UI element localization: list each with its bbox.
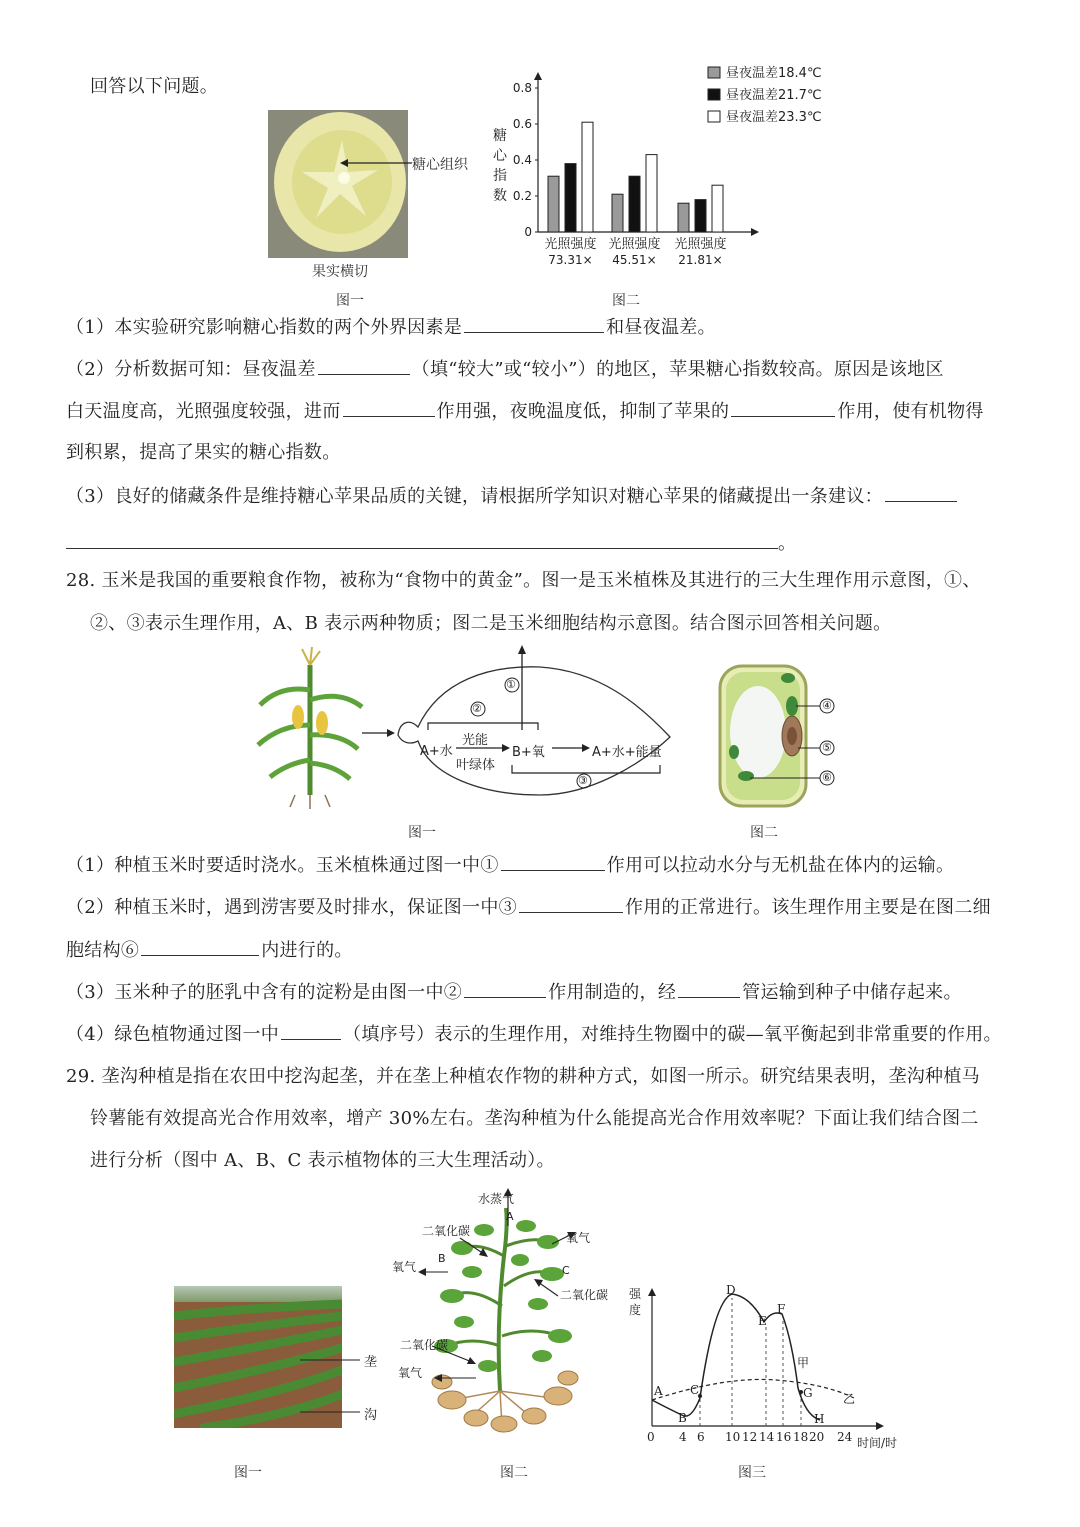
cell-label-6: ⑥ <box>822 771 832 784</box>
x-category-value: 45.51× <box>612 253 657 267</box>
sugar-index-bar-chart <box>486 62 866 277</box>
q28-fig1-caption: 图一 <box>408 825 436 841</box>
x-category-label: 光照强度 <box>544 237 597 252</box>
answer-blank[interactable] <box>318 356 410 375</box>
q27-p2-text-b: （填“较大”或“较小”）的地区，苹果糖心指数较高。原因是该地区 <box>411 359 944 380</box>
graph-y-label: 强度 <box>629 1287 642 1317</box>
plant-cell-diagram <box>716 662 846 812</box>
y-tick-label: 0.4 <box>512 153 532 167</box>
q27-p3-end: 。 <box>778 533 797 554</box>
curve-yi-label: 乙 <box>843 1392 856 1406</box>
q28-stem-line2: ②、③表示生理作用，A、B 表示两种物质；图二是玉米细胞结构示意图。结合图示回答相关问题。 <box>90 613 892 634</box>
bar-3-3 <box>712 185 723 232</box>
graph-x-label: 时间/时 <box>857 1436 898 1450</box>
answer-blank[interactable] <box>66 530 778 549</box>
bar-1-3 <box>582 122 593 232</box>
answer-blank[interactable] <box>464 979 546 998</box>
q28-p1-text: （1）种植玉米时要适时浇水。玉米植株通过图一中① <box>66 855 499 876</box>
y-tick-label: 0.2 <box>512 189 532 203</box>
q28-p3-text-b: 作用制造的，经 <box>548 982 677 1003</box>
q27-part3-line1 <box>66 483 959 510</box>
x-tick-16: 16 <box>776 1430 792 1444</box>
bar-1-2 <box>565 164 576 232</box>
q28-stem-line1: 28. 玉米是我国的重要粮食作物，被称为“食物中的黄金”。图一是玉米植株及其进行的三大生理作用示意图，①、 <box>66 570 981 591</box>
x-category-label: 光照强度 <box>674 237 727 252</box>
q27-part2-line1 <box>66 356 944 383</box>
process-a-label: A <box>506 1210 514 1223</box>
q28-part4 <box>66 1021 1002 1048</box>
reactant-label: A+水 <box>420 744 453 759</box>
process-3-label: ③ <box>578 774 588 787</box>
q28-p1-tail: 作用可以拉动水分与无机盐在体内的运输。 <box>606 855 955 876</box>
bar-2-3 <box>646 155 657 232</box>
oxygen-lower-label: 氧气 <box>398 1366 423 1380</box>
q28-p2-text: （2）种植玉米时，遇到涝害要及时排水，保证图一中③ <box>66 897 517 918</box>
q27-part1 <box>66 314 716 341</box>
sugar-tissue-pointer <box>340 155 420 175</box>
corn-physiology-diagram <box>250 645 680 810</box>
apple-figure <box>268 110 408 258</box>
q29-fig2-caption: 图二 <box>500 1465 528 1481</box>
y-axis-label-char: 数 <box>493 188 507 204</box>
intro-text: 回答以下问题。 <box>90 76 219 97</box>
field-pointers <box>300 1356 364 1420</box>
y-tick-label: 0.6 <box>512 117 532 131</box>
bar-1-1 <box>548 176 559 232</box>
q27-p1-tail: 和昼夜温差。 <box>606 317 716 338</box>
point-b-label: B <box>678 1411 687 1425</box>
y-axis-arrow <box>534 72 542 80</box>
q28-part2-line1 <box>66 894 991 921</box>
answer-blank[interactable] <box>281 1021 341 1040</box>
q27-part3-line2 <box>66 530 796 557</box>
q28-p4-text: （4）绿色植物通过图一中 <box>66 1024 280 1045</box>
x-tick-4: 4 <box>679 1430 687 1444</box>
x-tick-24: 24 <box>837 1430 853 1444</box>
x-tick-18: 18 <box>793 1430 809 1444</box>
process-2-label: ② <box>472 702 482 715</box>
respiration-product-label: A+水+能量 <box>592 745 662 760</box>
q28-p4-tail: （填序号）表示的生理作用，对维持生物圈中的碳—氧平衡起到非常重要的作用。 <box>343 1024 1002 1045</box>
q28-p3-text-c: 管运输到种子中储存起来。 <box>742 982 962 1003</box>
q28-part2-line2 <box>66 937 353 964</box>
corn-plant-image <box>258 647 362 809</box>
legend-swatch-3 <box>708 111 720 122</box>
co2-lower-label: 二氧化碳 <box>400 1338 449 1352</box>
q27-p2-text-d: 作用强，夜晚温度低，抑制了苹果的 <box>436 401 730 422</box>
co2-top-left-label: 二氧化碳 <box>422 1224 471 1238</box>
fig2-title: 图二 <box>612 293 640 309</box>
q27-p2-text-e: 作用，使有机物得 <box>837 401 984 422</box>
cell-label-4: ④ <box>822 699 832 712</box>
q29-stem-line3: 进行分析（图中 A、B、C 表示植物体的三大生理活动）。 <box>90 1150 555 1171</box>
furrow-label: 沟 <box>364 1408 378 1423</box>
point-c-label: C <box>690 1383 700 1397</box>
answer-blank[interactable] <box>885 483 957 502</box>
water-vapor-label: 水蒸气 <box>478 1192 515 1206</box>
bar-3-1 <box>678 203 689 232</box>
answer-blank[interactable] <box>678 979 740 998</box>
q27-p2-text: （2）分析数据可知：昼夜温差 <box>66 359 316 380</box>
light-energy-label: 光能 <box>462 733 489 748</box>
point-g-label: G <box>803 1386 813 1400</box>
bar-2-2 <box>629 176 640 232</box>
q28-p2-text-c: 胞结构⑥ <box>66 940 140 961</box>
x-category-label: 光照强度 <box>608 237 661 252</box>
oxygen-left-label: 氧气 <box>392 1260 417 1274</box>
x-tick-6: 6 <box>697 1430 705 1444</box>
answer-blank[interactable] <box>519 894 623 913</box>
point-e-label: E <box>758 1314 767 1328</box>
process-c-label: C <box>562 1264 570 1277</box>
q28-p3-text: （3）玉米种子的胚乳中含有的淀粉是由图一中② <box>66 982 463 1003</box>
q29-fig1-caption: 图一 <box>234 1465 262 1481</box>
answer-blank[interactable] <box>501 852 605 871</box>
q29-fig3-caption: 图三 <box>738 1465 766 1481</box>
oxygen-top-right-label: 氧气 <box>566 1231 591 1245</box>
point-f-label: F <box>777 1302 786 1316</box>
sugar-tissue-label: 糖心组织 <box>412 157 468 173</box>
x-category-value: 73.31× <box>548 253 593 267</box>
legend-swatch-1 <box>708 67 720 78</box>
point-h-label: H <box>814 1412 825 1426</box>
x-tick-0: 0 <box>647 1430 655 1444</box>
q28-p2-text-d: 内进行的。 <box>261 940 353 961</box>
q27-part2-line3: 到积累，提高了果实的糖心指数。 <box>66 442 341 463</box>
q28-fig2-caption: 图二 <box>750 825 778 841</box>
legend-label-2: 昼夜温差21.7℃ <box>726 88 822 103</box>
x-axis-arrow <box>751 228 759 236</box>
bar-3-2 <box>695 200 706 232</box>
bar-2-1 <box>612 194 623 232</box>
q27-part2-line2 <box>66 398 984 425</box>
x-category-value: 21.81× <box>678 253 723 267</box>
legend-label-3: 昼夜温差23.3℃ <box>726 110 822 125</box>
x-tick-12: 12 <box>742 1430 758 1444</box>
q27-p3-text: （3）良好的储藏条件是维持糖心苹果品质的关键，请根据所学知识对糖心苹果的储藏提出一条建议： <box>66 486 883 507</box>
legend-label-1: 昼夜温差18.4℃ <box>726 66 822 81</box>
x-tick-20: 20 <box>809 1430 825 1444</box>
answer-blank[interactable] <box>731 398 835 417</box>
process-b-label: B <box>438 1252 446 1265</box>
legend-swatch-2 <box>708 89 720 100</box>
q27-p2-text-c: 白天温度高，光照强度较强，进而 <box>66 401 341 422</box>
co2-right-label: 二氧化碳 <box>560 1288 609 1302</box>
cell-label-5: ⑤ <box>822 741 832 754</box>
curve-jia-label: 甲 <box>797 1356 810 1370</box>
q29-stem-line2: 铃薯能有效提高光合作用效率，增产 30%左右。垄沟种植为什么能提高光合作用效率呢？下面让我们结合图二 <box>90 1108 979 1129</box>
apple-caption: 果实横切 <box>312 264 368 280</box>
x-tick-10: 10 <box>725 1430 741 1444</box>
process-1-label: ① <box>506 678 516 691</box>
q29-stem-line1: 29. 垄沟种植是指在农田中挖沟起垄，并在垄上种植农作物的耕种方式，如图一所示。研究结果表明，垄沟种植马 <box>66 1066 980 1087</box>
fig1-title: 图一 <box>336 293 364 309</box>
q28-p2-tail: 作用的正常进行。该生理作用主要是在图二细 <box>624 897 991 918</box>
q27-p1-text: （1）本实验研究影响糖心指数的两个外界因素是 <box>66 317 463 338</box>
answer-blank[interactable] <box>343 398 435 417</box>
product-label: B+氧 <box>512 745 545 760</box>
y-tick-label: 0 <box>524 225 532 239</box>
q28-part3 <box>66 979 962 1006</box>
q28-part1 <box>66 852 954 879</box>
answer-blank[interactable] <box>464 314 604 333</box>
x-tick-14: 14 <box>759 1430 775 1444</box>
y-axis-label-char: 心 <box>493 148 507 164</box>
ridge-label: 垄 <box>364 1355 378 1370</box>
apple-cross-section-image <box>268 110 408 258</box>
answer-blank[interactable] <box>141 937 259 956</box>
point-d-label: D <box>726 1283 736 1297</box>
y-axis-label-char: 糖 <box>493 128 507 144</box>
chloroplast-label: 叶绿体 <box>456 758 496 773</box>
y-axis-label-char: 指 <box>493 168 507 184</box>
point-a-label: A <box>654 1384 663 1398</box>
y-tick-label: 0.8 <box>512 81 532 95</box>
